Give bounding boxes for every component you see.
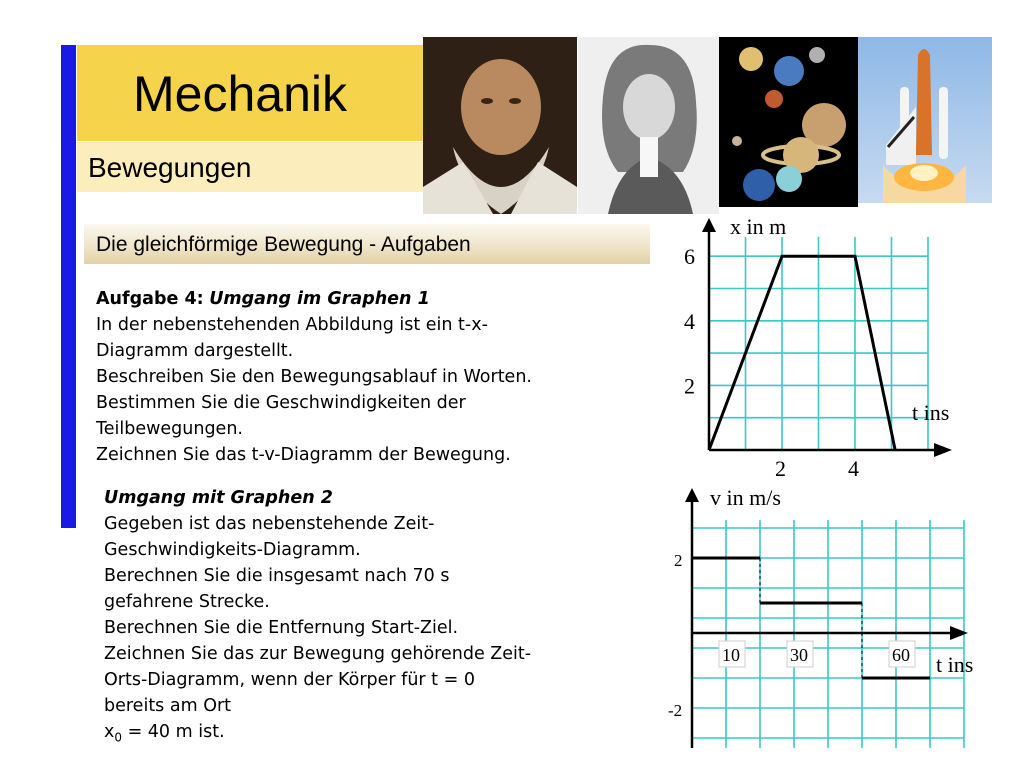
task-graph-2-line: Geschwindigkeits-Diagramm. xyxy=(104,540,361,560)
t-v-y-arrow xyxy=(685,488,699,502)
planets-photo xyxy=(719,37,858,207)
section-heading: Die gleichförmige Bewegung - Aufgaben xyxy=(96,233,471,256)
t-x-grid xyxy=(709,237,928,450)
space-shuttle-photo xyxy=(858,37,992,203)
t-v-y-tick-label: -2 xyxy=(668,701,683,720)
t-v-diagram xyxy=(650,480,990,760)
task-4-heading: Umgang im Graphen 1 xyxy=(209,289,430,309)
task-graph-2-line: Orts-Diagramm, wenn der Körper für t = 0 xyxy=(104,670,475,690)
task-graph-2-text xyxy=(104,485,649,751)
task-4-line: Beschreiben Sie den Bewegungsablauf in Worten. xyxy=(96,367,532,387)
t-x-y-axis-label: x in m xyxy=(730,214,787,239)
initial-position-value: = 40 m ist. xyxy=(122,722,225,742)
t-v-x-arrow xyxy=(950,626,968,640)
t-x-y-tick-label: 4 xyxy=(684,308,695,334)
task-4-line: In der nebenstehenden Abbildung ist ein t-x- xyxy=(96,315,488,335)
t-v-x-tick-label: 10 xyxy=(722,645,740,665)
t-x-y-arrow xyxy=(702,218,716,232)
t-x-x-axis-label: t ins xyxy=(912,400,950,425)
t-x-x-tick-label: 4 xyxy=(848,456,859,480)
t-v-x-tick-label: 30 xyxy=(790,645,808,665)
task-graph-2-line: Zeichnen Sie das zur Bewegung gehörende Zeit- xyxy=(104,644,532,664)
task-graph-2-last-line xyxy=(104,719,649,751)
t-x-x-arrow xyxy=(934,443,952,457)
task-graph-2-heading: Umgang mit Graphen 2 xyxy=(104,488,333,508)
page-subtitle: Bewegungen xyxy=(88,152,252,183)
task-graph-2-line: bereits am Ort xyxy=(104,696,232,716)
subscript-0: 0 xyxy=(114,730,122,745)
task-4-text xyxy=(96,286,641,468)
task-4-number: Aufgabe 4: xyxy=(96,289,204,309)
t-v-tick-labels xyxy=(668,551,915,720)
task-graph-2-line: Gegeben ist das nebenstehende Zeit- xyxy=(104,514,435,534)
side-accent-bar xyxy=(61,45,76,528)
page-title: Mechanik xyxy=(133,66,347,122)
t-x-y-tick-label: 2 xyxy=(684,373,695,399)
task-4-line: Teilbewegungen. xyxy=(96,419,243,439)
task-4-line: Zeichnen Sie das t-v-Diagramm der Bewegung. xyxy=(96,445,511,465)
task-4-line: Diagramm dargestellt. xyxy=(96,341,294,361)
task-graph-2-line: gefahrene Strecke. xyxy=(104,592,270,612)
t-x-diagram xyxy=(650,210,970,480)
variable-x: x xyxy=(104,722,115,742)
task-4-title xyxy=(96,286,641,312)
t-x-x-tick-label: 2 xyxy=(775,456,786,480)
t-v-x-axis-label: t ins xyxy=(936,652,974,677)
t-v-y-tick-label: 2 xyxy=(674,551,683,570)
task-graph-2-line: Berechnen Sie die Entfernung Start-Ziel. xyxy=(104,618,459,638)
t-v-x-tick-label: 60 xyxy=(892,645,910,665)
portrait-photo-2 xyxy=(578,37,719,214)
task-4-line: Bestimmen Sie die Geschwindigkeiten der xyxy=(96,393,466,413)
t-x-y-tick-label: 6 xyxy=(684,244,695,270)
portrait-photo-1 xyxy=(423,37,577,214)
task-graph-2-line: Berechnen Sie die insgesamt nach 70 s xyxy=(104,566,450,586)
t-v-y-axis-label: v in m/s xyxy=(710,485,781,510)
